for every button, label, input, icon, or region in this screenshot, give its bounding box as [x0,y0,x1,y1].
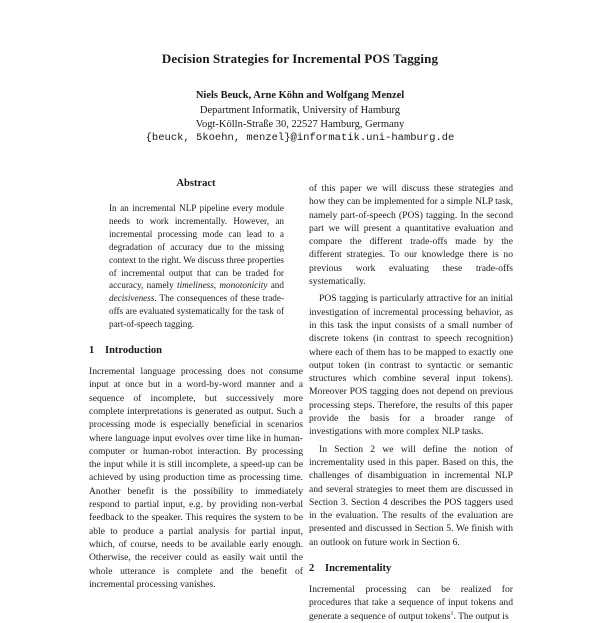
introduction-paragraph-1: Incremental language processing does not consume input at once but in a word-by-word manner and a sequence of incomplete, but successively more complete interpretations is generated as output. Such a processing mode is especially beneficial in scenarios where language input evolves over time like in human-computer or human-robot interaction. By processing the input while it is still incomplete, a speed-up can be achieved by using production time as processing time. Another benefit is the possibility to immediately respond to partial input, e.g. by providing non-verbal feedback to the speaker. This requires the system to be able to produce a partial analysis for partial input, which, of course, needs to be available early enough. Otherwise, the receiver could as easily wait until the whole utterance is complete and the benefit of incremental processing vanishes. [89,366,303,590]
author-emails: {beuck, 5koehn, menzel}@informatik.uni-hamburg.de [145,132,455,144]
abstract-separator-1: , [213,280,220,291]
section-2-title: Incrementality [325,563,392,575]
abstract-heading: Abstract [176,178,216,189]
paper-title: Decision Strategies for Incremental POS Tagging [161,51,439,66]
introduction-paragraph-outline: In Section 2 we will define the notion of incrementality used in this paper. Based on this, the challenges of disambiguation in incremental NLP and several strategies to meet them are discussed in Section 3. Section 4 describes the POS taggers used in the evaluation. The results of the evaluation are presented and discussed in Section 5. We finish with an outlook on future work in Section 6. [309,443,513,548]
footnote-marker: 1 [450,610,454,617]
term-timeliness: timeliness [177,280,214,291]
section-2-heading [309,563,513,574]
term-decisiveness: decisiveness [109,293,155,304]
abstract-text-part2: . The consequences of these trade-offs are evaluated systematically for the task of part-of-speech tagging. [109,293,284,330]
incrementality-text-end: . The output is [453,610,509,622]
section-2-number: 2 [309,563,315,575]
affiliation-department: Department Informatik, University of Hamburg [199,105,401,116]
abstract-separator-2: and [267,280,284,291]
right-column [309,182,513,623]
incrementality-paragraph-1 [309,583,513,623]
section-1-title: Introduction [105,345,162,357]
introduction-paragraph-pos-tagging: POS tagging is particularly attractive for an initial investigation of incremental processing behavior, as in this task the input consists of a small number of discrete tokens (in contrast to speech recognition) where each of them has to be mapped to exactly one output token (in contrast to syntactic or semantic structures which combine several input tokens). Moreover POS tagging does not depend on previous processing steps. Therefore, the results of this paper provide the basis for a broader range of investigations with more complex NLP tasks. [309,293,513,438]
section-1-number: 1 [89,345,95,357]
affiliation-address: Vogt-Kölln-Straße 30, 22527 Hamburg, Germany [195,119,405,130]
paper-authors: Niels Beuck, Arne Köhn and Wolfgang Menzel [195,90,405,101]
term-monotonicity: monotonicity [219,280,268,291]
section-1-heading [89,345,303,356]
abstract-text-part1: In an incremental NLP pipeline every module needs to work incrementally. However, an incremental processing mode can lead to a degradation of accuracy due to the missing context to the right. We discuss three properties of incremental output that can be traded for accuracy, namely [109,203,284,291]
introduction-paragraph-continued: of this paper we will discuss these strategies and how they can be implemented for a simple NLP task, namely part-of-speech (POS) tagging. In the second part we will present a quantitative evaluation and compare the different trade-offs made by the different strategies. To our knowledge there is no previous work evaluating these trade-offs systematically. [309,183,513,288]
incrementality-text: Incremental processing can be realized for procedures that take a sequence of input tokens and generate a sequence of output tokens [309,584,513,622]
abstract-text [109,202,284,331]
left-column [89,178,303,591]
